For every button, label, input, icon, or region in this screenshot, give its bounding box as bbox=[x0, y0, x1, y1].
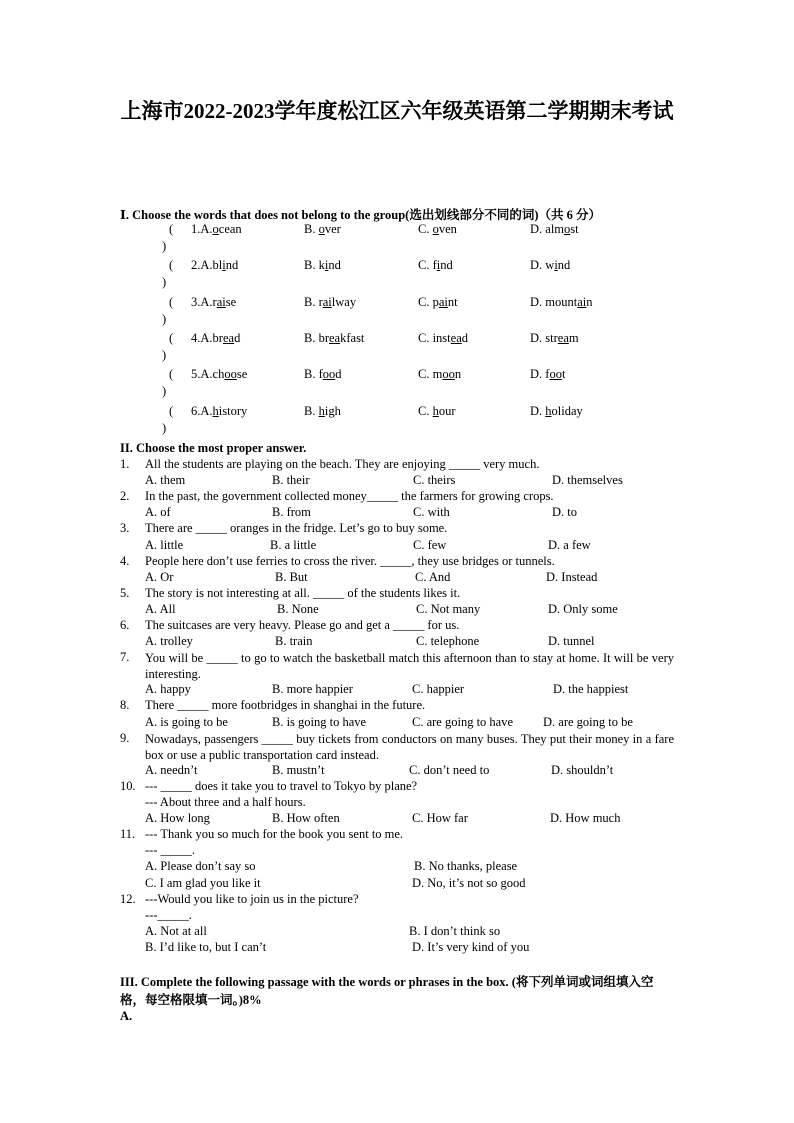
option-c: C. Not many bbox=[416, 602, 481, 616]
question-2-options bbox=[0, 505, 794, 521]
word-part: nt bbox=[447, 294, 458, 309]
answer-bracket-close: ) bbox=[162, 420, 167, 435]
section-1-heading: Ⅰ. Choose the words that does not belong to the group(选出划线部分不同的词)（共 6 分） bbox=[120, 208, 601, 222]
word-part: d bbox=[234, 330, 241, 345]
item-number: 3.A. bbox=[191, 294, 213, 309]
word-part: br bbox=[212, 330, 223, 345]
option-b bbox=[304, 258, 341, 273]
option-a: A. of bbox=[145, 505, 171, 519]
option-a: A. little bbox=[145, 538, 184, 552]
q-dialogue: --- About three and a half hours. bbox=[145, 795, 306, 809]
option-a bbox=[191, 222, 242, 237]
option-b bbox=[304, 295, 356, 310]
option-d: D. How much bbox=[550, 811, 621, 825]
section-1-item bbox=[0, 258, 794, 274]
option-d bbox=[530, 222, 579, 237]
option-b: B. I don’t think so bbox=[409, 924, 501, 938]
item-number: 2.A. bbox=[191, 258, 213, 273]
item-number: 4.A. bbox=[191, 330, 213, 345]
section-3-heading: III. Complete the following passage with the words or phrases in the box. (将下列单词或词组填入空格，每空格限填一词。)8% bbox=[120, 975, 654, 1007]
option-c: C. And bbox=[415, 570, 451, 584]
underlined-letters: ai bbox=[438, 294, 448, 309]
option-b: B. from bbox=[272, 505, 311, 519]
word-part: D. w bbox=[530, 258, 555, 273]
question-4-options bbox=[0, 570, 794, 586]
q-number: 4. bbox=[120, 554, 130, 568]
option-b: B. None bbox=[277, 602, 319, 616]
word-part: D. bbox=[530, 403, 546, 418]
q-text: In the past, the government collected money_____ the farmers for growing crops. bbox=[145, 489, 554, 503]
option-a: A. them bbox=[145, 473, 186, 487]
option-c: C. theirs bbox=[413, 473, 456, 487]
option-d: D. a few bbox=[548, 538, 591, 552]
option-d: D. the happiest bbox=[553, 682, 629, 696]
question-3 bbox=[0, 521, 794, 537]
word-part: D. f bbox=[530, 367, 550, 382]
word-part: nd bbox=[440, 258, 453, 273]
q-number: 7. bbox=[120, 650, 130, 664]
q-number: 11. bbox=[120, 827, 136, 841]
q-text: People here don’t use ferries to cross the river. _____, they use bridges or tunnels. bbox=[145, 554, 555, 568]
word-part: ch bbox=[212, 367, 225, 382]
question-8-options bbox=[0, 715, 794, 731]
q-dialogue: ---_____. bbox=[145, 908, 192, 922]
q-number: 8. bbox=[120, 698, 130, 712]
q-number: 3. bbox=[120, 521, 130, 535]
answer-bracket-close: ) bbox=[162, 311, 167, 326]
underlined-letters: o bbox=[432, 222, 439, 236]
word-part: C. bbox=[418, 403, 433, 418]
underlined-letters: ai bbox=[216, 294, 226, 309]
underlined-letters: oo bbox=[224, 367, 237, 382]
option-a: A. happy bbox=[145, 682, 191, 696]
word-part: se bbox=[225, 294, 237, 309]
word-part: D. str bbox=[530, 330, 558, 345]
option-a: A. Not at all bbox=[145, 924, 207, 938]
word-part: D. alm bbox=[530, 222, 565, 236]
word-part: nd bbox=[557, 258, 571, 273]
section-1-item-bracket-line bbox=[0, 421, 794, 437]
option-d bbox=[530, 367, 565, 382]
q-number: 1. bbox=[120, 457, 130, 471]
question-12-options-ab bbox=[0, 924, 794, 940]
option-c bbox=[418, 295, 458, 310]
underlined-letters: o bbox=[564, 222, 571, 236]
question-11-answer-line bbox=[0, 843, 794, 859]
underlined-letters: h bbox=[545, 403, 552, 418]
q-text: The suitcases are very heavy. Please go and get a _____ for us. bbox=[145, 618, 460, 632]
option-b: B. How often bbox=[272, 811, 340, 825]
answer-bracket-close: ) bbox=[162, 275, 167, 290]
option-a bbox=[191, 404, 247, 419]
answer-bracket-close: ) bbox=[162, 347, 167, 362]
underlined-letters: ai bbox=[322, 294, 332, 309]
section-1-item-bracket-line bbox=[0, 275, 794, 291]
question-1-options bbox=[0, 473, 794, 489]
question-7-options bbox=[0, 682, 794, 698]
option-c: C. are going to have bbox=[412, 715, 514, 729]
question-5 bbox=[0, 586, 794, 602]
word-part: C. bbox=[418, 222, 433, 236]
section-3-sub-a: A. bbox=[120, 1009, 133, 1023]
option-d: D. tunnel bbox=[548, 634, 595, 648]
q-text: --- _____ does it take you to travel to Tokyo by plane? bbox=[145, 779, 418, 793]
section-1-item-bracket-line bbox=[0, 384, 794, 400]
underlined-letters: ea bbox=[222, 330, 235, 345]
option-a: A. All bbox=[145, 602, 176, 616]
option-b: B. mustn’t bbox=[272, 763, 325, 777]
question-3-options bbox=[0, 538, 794, 554]
question-10-options bbox=[0, 811, 794, 827]
q-number: 6. bbox=[120, 618, 130, 632]
underlined-letters: o bbox=[212, 222, 219, 236]
section-1-item bbox=[0, 331, 794, 347]
option-a: A. needn’t bbox=[145, 763, 198, 777]
question-6-options bbox=[0, 634, 794, 650]
q-text: The story is not interesting at all. _____ of the students likes it. bbox=[145, 586, 461, 600]
section-1-item bbox=[0, 222, 794, 238]
page-title: 上海市2022-2023学年度松江区六年级英语第二学期期末考试 bbox=[120, 99, 674, 123]
q-number: 5. bbox=[120, 586, 130, 600]
word-part: B. bbox=[304, 403, 319, 418]
word-part: B. br bbox=[304, 330, 329, 345]
option-d bbox=[530, 331, 579, 346]
q-text: ---Would you like to join us in the picture? bbox=[145, 892, 359, 906]
q-number: 9. bbox=[120, 731, 130, 745]
question-2 bbox=[0, 489, 794, 505]
option-a: A. trolley bbox=[145, 634, 193, 648]
item-number: 1.A. bbox=[191, 222, 213, 236]
underlined-letters: ai bbox=[577, 294, 587, 309]
option-c bbox=[418, 404, 456, 419]
word-part: ven bbox=[438, 222, 457, 236]
word-part: oliday bbox=[551, 403, 583, 418]
option-d: D. No, it’s not so good bbox=[412, 876, 526, 890]
underlined-letters: i bbox=[554, 258, 558, 273]
q-number: 12. bbox=[120, 892, 136, 906]
option-d bbox=[530, 258, 570, 273]
word-part: n bbox=[454, 367, 462, 382]
option-c bbox=[418, 222, 457, 237]
option-b bbox=[304, 404, 341, 419]
answer-bracket-open: ( bbox=[169, 294, 174, 309]
answer-bracket-close: ) bbox=[162, 384, 167, 399]
option-a: A. Please don’t say so bbox=[145, 859, 256, 873]
option-c: C. How far bbox=[412, 811, 468, 825]
q-text: --- Thank you so much for the book you sent to me. bbox=[145, 827, 404, 841]
question-11 bbox=[0, 827, 794, 843]
word-part: C. f bbox=[418, 258, 437, 273]
option-a: A. is going to be bbox=[145, 715, 228, 729]
option-b: B. a little bbox=[270, 538, 317, 552]
word-part: B. f bbox=[304, 367, 323, 382]
option-d bbox=[530, 295, 593, 310]
word-part: B. r bbox=[304, 294, 323, 309]
question-11-options-cd bbox=[0, 876, 794, 892]
option-c bbox=[418, 367, 461, 382]
word-part: kfast bbox=[340, 330, 365, 345]
option-a: A. Or bbox=[145, 570, 174, 584]
word-part: cean bbox=[218, 222, 242, 236]
option-b bbox=[304, 331, 364, 346]
question-10 bbox=[0, 779, 794, 795]
section-1-item-bracket-line bbox=[0, 239, 794, 255]
option-d: D. Instead bbox=[546, 570, 598, 584]
word-part: ver bbox=[324, 222, 341, 236]
question-12-options-cd bbox=[0, 940, 794, 956]
word-part: d bbox=[335, 367, 342, 382]
q-number: 10. bbox=[120, 779, 136, 793]
option-b: B. their bbox=[272, 473, 310, 487]
option-c: C. happier bbox=[412, 682, 465, 696]
section-1-item bbox=[0, 404, 794, 420]
word-part: B. k bbox=[304, 258, 325, 273]
option-b: B. No thanks, please bbox=[414, 859, 518, 873]
option-b: B. train bbox=[275, 634, 313, 648]
item-number: 5.A. bbox=[191, 367, 213, 382]
option-a: A. How long bbox=[145, 811, 210, 825]
option-d: D. It’s very kind of you bbox=[412, 940, 530, 954]
section-1-item-bracket-line bbox=[0, 348, 794, 364]
word-part: d bbox=[461, 330, 469, 345]
option-d: D. are going to be bbox=[543, 715, 633, 729]
question-10-answer-line bbox=[0, 795, 794, 811]
question-11-options-ab bbox=[0, 859, 794, 875]
answer-bracket-open: ( bbox=[169, 367, 174, 382]
answer-bracket-close: ) bbox=[162, 239, 167, 253]
answer-bracket-open: ( bbox=[169, 258, 174, 273]
option-d: D. to bbox=[552, 505, 577, 519]
question-12-answer-line bbox=[0, 908, 794, 924]
word-part: lway bbox=[331, 294, 357, 309]
underlined-letters: o bbox=[318, 222, 325, 236]
option-c: B. I’d like to, but I can’t bbox=[145, 940, 267, 954]
underlined-letters: oo bbox=[322, 367, 336, 382]
word-part: C. p bbox=[418, 294, 439, 309]
question-7 bbox=[0, 650, 794, 682]
option-c: C. few bbox=[413, 538, 447, 552]
question-1 bbox=[0, 457, 794, 473]
word-part: C. inst bbox=[418, 330, 451, 345]
q-dialogue: --- _____. bbox=[145, 843, 195, 857]
answer-bracket-open: ( bbox=[169, 330, 174, 345]
option-d: D. themselves bbox=[552, 473, 623, 487]
option-c: C. with bbox=[413, 505, 450, 519]
underlined-letters: ea bbox=[329, 330, 341, 345]
option-c: C. don’t need to bbox=[409, 763, 490, 777]
answer-bracket-open: ( bbox=[169, 222, 174, 236]
word-part: se bbox=[236, 367, 248, 382]
word-part: m bbox=[568, 330, 579, 345]
word-part: istory bbox=[218, 403, 248, 418]
option-c: C. I am glad you like it bbox=[145, 876, 261, 890]
word-part: n bbox=[586, 294, 593, 309]
underlined-letters: oo bbox=[549, 367, 562, 382]
option-c bbox=[418, 258, 453, 273]
underlined-letters: oo bbox=[442, 367, 455, 382]
section-1-item bbox=[0, 295, 794, 311]
word-part: bl bbox=[212, 258, 223, 273]
q-text: There are _____ oranges in the fridge. Let’s go to buy some. bbox=[145, 521, 448, 535]
option-a bbox=[191, 331, 240, 346]
question-8 bbox=[0, 698, 794, 714]
question-12 bbox=[0, 892, 794, 908]
answer-bracket-open: ( bbox=[169, 403, 174, 418]
item-number: 6.A. bbox=[191, 403, 213, 418]
option-a bbox=[191, 367, 247, 382]
option-b bbox=[304, 222, 341, 237]
option-d: D. Only some bbox=[548, 602, 618, 616]
underlined-letters: ea bbox=[450, 330, 462, 345]
word-part: st bbox=[570, 222, 579, 236]
option-c bbox=[418, 331, 468, 346]
word-part: our bbox=[438, 403, 456, 418]
word-part: t bbox=[561, 367, 566, 382]
word-part: r bbox=[212, 294, 217, 309]
option-d: D. shouldn’t bbox=[551, 763, 614, 777]
question-9-options bbox=[0, 763, 794, 779]
underlined-letters: h bbox=[212, 403, 219, 418]
option-b: B. But bbox=[275, 570, 308, 584]
option-b: B. more happier bbox=[272, 682, 353, 696]
q-text: There _____ more footbridges in shanghai in the future. bbox=[145, 698, 426, 712]
underlined-letters: h bbox=[432, 403, 439, 418]
word-part: nd bbox=[328, 258, 341, 273]
question-5-options bbox=[0, 602, 794, 618]
q-text: All the students are playing on the beach. They are enjoying _____ very much. bbox=[145, 457, 540, 471]
section-1-item-bracket-line bbox=[0, 312, 794, 328]
option-b bbox=[304, 367, 342, 382]
underlined-letters: i bbox=[436, 258, 441, 273]
q-text: You will be _____ to go to watch the basketball match this afternoon than to stay at home. It will be very interesting. bbox=[145, 651, 674, 681]
word-part: B. bbox=[304, 222, 319, 236]
section-1-item bbox=[0, 367, 794, 383]
option-a bbox=[191, 258, 238, 273]
underlined-letters: i bbox=[324, 258, 329, 273]
question-4 bbox=[0, 554, 794, 570]
option-b: B. is going to have bbox=[272, 715, 367, 729]
q-text: Nowadays, passengers _____ buy tickets from conductors on many buses. They put their money in a fare box or use a public transportation card instead. bbox=[145, 732, 674, 762]
word-part: igh bbox=[324, 403, 341, 418]
question-6 bbox=[0, 618, 794, 634]
question-9 bbox=[0, 731, 794, 763]
word-part: nd bbox=[225, 258, 239, 273]
section-2-heading: II. Choose the most proper answer. bbox=[120, 441, 307, 455]
underlined-letters: h bbox=[318, 403, 325, 418]
underlined-letters: ea bbox=[557, 330, 569, 345]
option-d bbox=[530, 404, 583, 419]
q-number: 2. bbox=[120, 489, 130, 503]
option-c: C. telephone bbox=[416, 634, 480, 648]
word-part: C. m bbox=[418, 367, 443, 382]
underlined-letters: i bbox=[222, 258, 226, 273]
word-part: D. mount bbox=[530, 294, 578, 309]
option-a bbox=[191, 295, 236, 310]
